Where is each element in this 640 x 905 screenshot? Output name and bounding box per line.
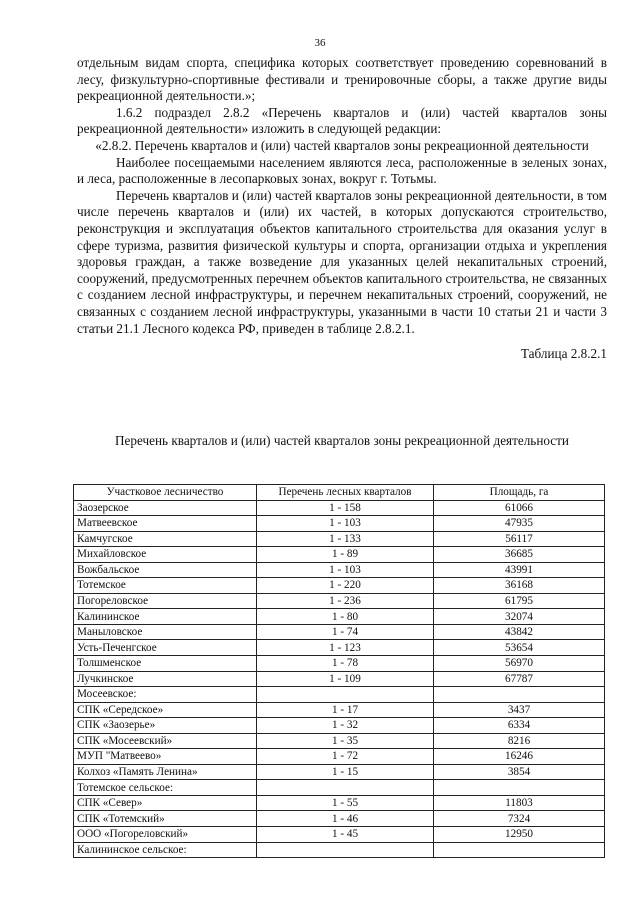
- forestry-name-cell: Камчугское: [74, 531, 257, 547]
- paragraph: Перечень кварталов и (или) частей кварталов зоны рекреационной деятельности, в том числе перечень кварталов и (или) их частей, в которых допускаются строительство, реконструкция и эксплуатация объектов капитального строительства для оказания услуг в сфере туризма, развития физической культуры и спорта, организации отдыха и укрепления здоровья граждан, а также возведение для указанных целей некапитальных строений, сооружений, предусмотренных перечнем объектов капитального строительства, не связанных с созданием лесной инфраструктуры, и перечнем некапитальных строений, сооружений, не связанных с созданием лесной инфраструктуры, указанными в части 10 статьи 21 и части 3 статьи 21.1 Лесного кодекса РФ, приведен в таблице 2.8.2.1.: [77, 187, 607, 336]
- quarters-range-cell: 1 - 72: [257, 749, 434, 765]
- area-cell: 56117: [434, 531, 605, 547]
- area-cell: 8216: [434, 733, 605, 749]
- table-row: [74, 593, 605, 609]
- column-header: Площадь, га: [434, 485, 605, 501]
- table-caption: Перечень кварталов и (или) частей кварталов зоны рекреационной деятельности: [115, 433, 569, 448]
- forestry-name-cell: СПК «Тотемский»: [74, 811, 257, 827]
- table-row: [74, 687, 605, 703]
- forestry-name-cell: Толшменское: [74, 656, 257, 672]
- table-row: [74, 500, 605, 516]
- table-row: [74, 578, 605, 594]
- forestry-name-cell: МУП "Матвеево»: [74, 749, 257, 765]
- forestry-name-cell: Лучкинское: [74, 671, 257, 687]
- area-cell: 56970: [434, 656, 605, 672]
- section-heading: «2.8.2. Перечень кварталов и (или) частей кварталов зоны рекреационной деятельности: [95, 137, 589, 153]
- quarters-range-cell: [257, 780, 434, 796]
- forestry-name-cell: СПК «Заозерье»: [74, 718, 257, 734]
- quarters-range-cell: 1 - 35: [257, 733, 434, 749]
- table-row: [74, 547, 605, 563]
- quarters-range-cell: 1 - 133: [257, 531, 434, 547]
- area-cell: 32074: [434, 609, 605, 625]
- table-row: [74, 562, 605, 578]
- table-row: [74, 531, 605, 547]
- quarters-range-cell: 1 - 80: [257, 609, 434, 625]
- forestry-name-cell: Усть-Печенгское: [74, 640, 257, 656]
- column-header: Участковое лесничество: [74, 485, 257, 501]
- forestry-name-cell: Матвеевское: [74, 516, 257, 532]
- area-cell: 43842: [434, 624, 605, 640]
- forestry-name-cell: Тотемское сельское:: [74, 780, 257, 796]
- quarters-range-cell: 1 - 123: [257, 640, 434, 656]
- area-cell: 7324: [434, 811, 605, 827]
- table-row: [74, 609, 605, 625]
- quarters-range-cell: 1 - 236: [257, 593, 434, 609]
- table-row: [74, 671, 605, 687]
- quarters-range-cell: 1 - 109: [257, 671, 434, 687]
- paragraph: отдельным видам спорта, специфика которых соответствует проведению соревнований в лесу, физкультурно-спортивные фестивали и тренировочные сборы, а также другие виды рекреационной деятельности.»;: [77, 55, 607, 104]
- table-row: [74, 795, 605, 811]
- forestry-name-cell: Калининское: [74, 609, 257, 625]
- area-cell: [434, 780, 605, 796]
- quarters-range-cell: 1 - 78: [257, 656, 434, 672]
- quarters-range-cell: 1 - 103: [257, 562, 434, 578]
- area-cell: 36685: [434, 547, 605, 563]
- quarters-range-cell: 1 - 89: [257, 547, 434, 563]
- table-row: [74, 624, 605, 640]
- quarters-range-cell: 1 - 55: [257, 795, 434, 811]
- forestry-name-cell: Вожбальское: [74, 562, 257, 578]
- table-row: [74, 811, 605, 827]
- area-cell: 16246: [434, 749, 605, 765]
- area-cell: 53654: [434, 640, 605, 656]
- forestry-name-cell: СПК «Мосеевский»: [74, 733, 257, 749]
- body-text: [77, 55, 607, 363]
- area-cell: 61795: [434, 593, 605, 609]
- area-cell: 61066: [434, 500, 605, 516]
- paragraph: 1.6.2 подраздел 2.8.2 «Перечень кварталов и (или) частей кварталов зоны рекреационной деятельности» изложить в следующей редакции:: [77, 104, 607, 137]
- area-cell: [434, 687, 605, 703]
- quarters-range-cell: 1 - 45: [257, 827, 434, 843]
- area-cell: 3854: [434, 764, 605, 780]
- table-row: [74, 827, 605, 843]
- table-row: [74, 749, 605, 765]
- area-cell: 12950: [434, 827, 605, 843]
- area-cell: 47935: [434, 516, 605, 532]
- table-row: [74, 718, 605, 734]
- area-cell: 3437: [434, 702, 605, 718]
- quarters-range-cell: 1 - 15: [257, 764, 434, 780]
- page-number: 36: [314, 37, 326, 49]
- quarters-range-cell: [257, 687, 434, 703]
- quarters-range-cell: [257, 842, 434, 858]
- forestry-name-cell: Тотемское: [74, 578, 257, 594]
- table-row: [74, 640, 605, 656]
- table-row: [74, 842, 605, 858]
- forestry-name-cell: Мосеевское:: [74, 687, 257, 703]
- quarters-range-cell: 1 - 17: [257, 702, 434, 718]
- forestry-name-cell: ООО «Погореловский»: [74, 827, 257, 843]
- forestry-name-cell: Погореловское: [74, 593, 257, 609]
- forestry-name-cell: Заозерское: [74, 500, 257, 516]
- table-header-row: [74, 485, 605, 501]
- area-cell: [434, 842, 605, 858]
- paragraph: Наиболее посещаемыми населением являются леса, расположенные в зеленых зонах, и леса, расположенные в лесопарковых зонах, вокруг г. Тотьмы.: [77, 154, 607, 187]
- forestry-name-cell: Михайловское: [74, 547, 257, 563]
- table-row: [74, 764, 605, 780]
- quarters-range-cell: 1 - 46: [257, 811, 434, 827]
- area-cell: 11803: [434, 795, 605, 811]
- forestry-name-cell: Колхоз «Память Ленина»: [74, 764, 257, 780]
- table-container: [73, 484, 605, 858]
- table-row: [74, 656, 605, 672]
- quarters-range-cell: 1 - 32: [257, 718, 434, 734]
- table-label: Таблица 2.8.2.1: [520, 346, 607, 362]
- forestry-name-cell: СПК «Середское»: [74, 702, 257, 718]
- area-cell: 67787: [434, 671, 605, 687]
- area-cell: 36168: [434, 578, 605, 594]
- quarters-range-cell: 1 - 74: [257, 624, 434, 640]
- table-row: [74, 516, 605, 532]
- forestry-name-cell: Калининское сельское:: [74, 842, 257, 858]
- quarters-range-cell: 1 - 220: [257, 578, 434, 594]
- table-row: [74, 780, 605, 796]
- table-row: [74, 733, 605, 749]
- quarters-range-cell: 1 - 158: [257, 500, 434, 516]
- area-cell: 43991: [434, 562, 605, 578]
- quarters-table: [73, 484, 605, 858]
- area-cell: 6334: [434, 718, 605, 734]
- table-row: [74, 702, 605, 718]
- quarters-range-cell: 1 - 103: [257, 516, 434, 532]
- forestry-name-cell: СПК «Север»: [74, 795, 257, 811]
- column-header: Перечень лесных кварталов: [257, 485, 434, 501]
- forestry-name-cell: Маныловское: [74, 624, 257, 640]
